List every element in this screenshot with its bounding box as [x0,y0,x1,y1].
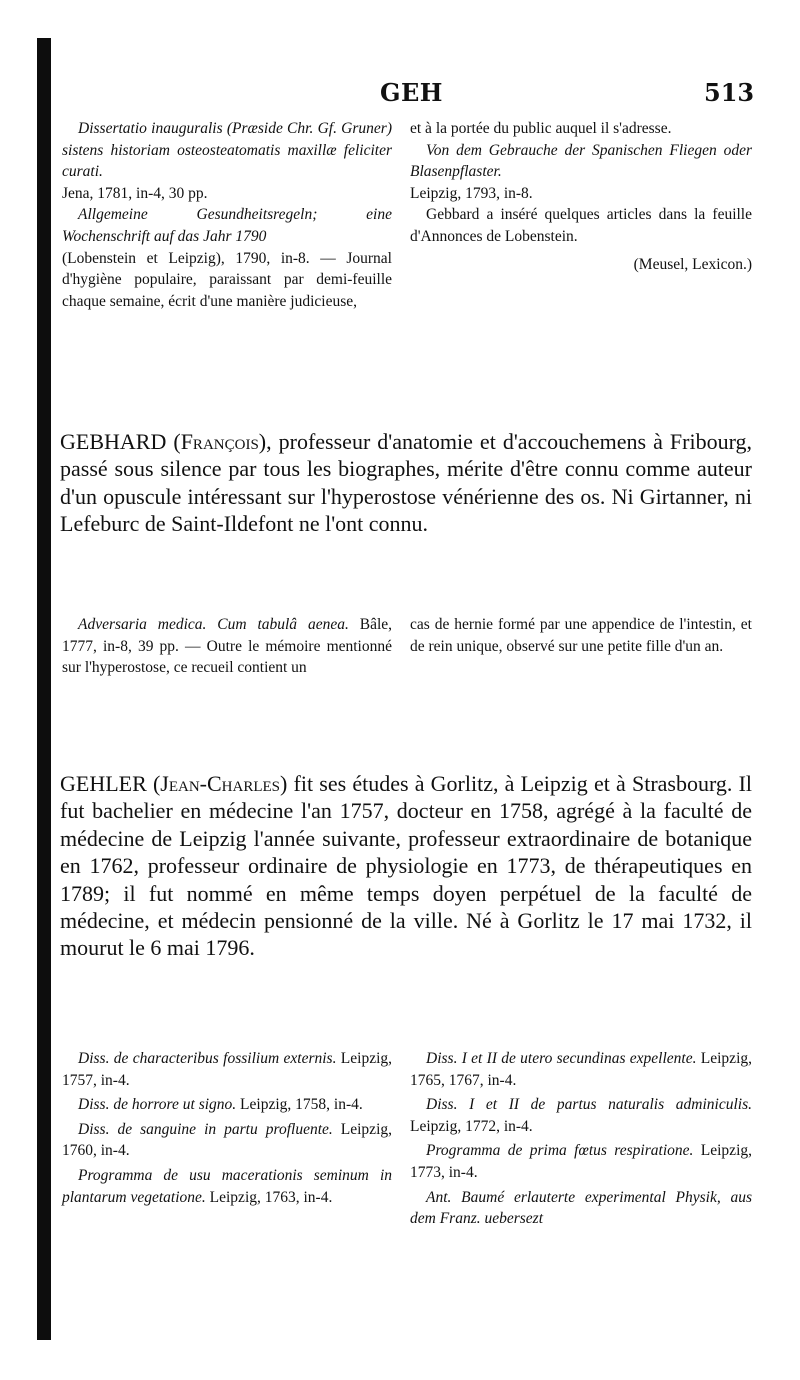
running-head: GEH [380,78,443,107]
bottom-right-column [410,1048,752,1233]
entry-body: fit ses études à Gorlitz, à Leipzig et à Strasbourg. Il fut bachelier en médecine l'an 1757, docteur en 1758, agrégé à la faculté de médecine de Leipzig l'année suivante, professeur extraordinaire de botanique en 1762, professeur ordinaire de physiologie en 1773, de thérapeutiques en 1789; il fut nommé en même temps doyen perpétuel de la faculté de médecine, et médecin pensionné de la ville. Né à Gorlitz le 17 mai 1732, il mourut le 6 mai 1796. [60,771,753,961]
text-continuation: et à la portée du public auquel il s'adresse. [410,120,672,137]
scan-binding-edge [37,38,51,1340]
bib-entry: Dissertatio inauguralis (Præside Chr. Gf. Gruner) sistens historiam osteosteatomatis maxillæ feliciter curati. [62,120,392,181]
text-continuation: cas de hernie formé par une appendice de l'intestin, et de rein unique, observé sur une petite fille d'un an. [410,616,752,655]
entry-given-name: (Jean-Charles) [152,771,288,796]
bib-entry: Ant. Baumé erlauterte experimental Physik, aus dem Franz. uebersezt [410,1188,752,1228]
note-paragraph: Gebbard a inséré quelques articles dans la feuille d'Annonces de Lobenstein. [410,206,752,245]
bib-title: Adversaria medica. Cum tabulâ aenea. [78,616,349,633]
adversaria-right [410,614,752,657]
page-number: 513 [704,78,755,107]
bib-entry: Diss. I et II de partus naturalis adminiculis. Leipzig, 1772, in-4. [410,1096,752,1135]
bib-entry: Diss. de characteribus fossilium externis. Leipzig, 1757, in-4. [62,1050,393,1089]
bib-entry-imprint: Jena, 1781, in-4, 30 pp. [62,184,208,202]
entry-name: GEHLER [60,771,147,796]
bib-entry-imprint: (Lobenstein et Leipzig), 1790, in-8. — Journal d'hygiène populaire, paraissant par demi-feuille chaque semaine, écrit d'une manière judicieuse, [62,249,392,310]
entry-gebhard [60,428,752,538]
bib-entry-imprint: Leipzig, 1793, in-8. [410,184,533,202]
bib-entry: Von dem Gebrauche der Spanischen Fliegen oder Blasenpflaster. [410,141,752,181]
source-citation: (Meusel, Lexicon.) [633,255,752,273]
entry-name: GEBHARD [60,429,167,454]
bib-entry: Diss. I et II de utero secundinas expellente. Leipzig, 1765, 1767, in-4. [410,1050,752,1089]
bottom-left-column [62,1048,392,1211]
bib-entry: Programma de usu macerationis seminum in plantarum vegetatione. Leipzig, 1763, in-4. [62,1166,392,1206]
bib-imprint: Bâle, 1777, in-8, 39 pp. — Outre le mémoire mentionné sur l'hyperostose, ce recueil contient un [62,616,393,677]
bib-entry: Programma de prima fœtus respiratione. Leipzig, 1773, in-4. [410,1142,752,1181]
bib-entry: Allgemeine Gesundheitsregeln; eine Wochenschrift auf das Jahr 1790 [62,206,392,245]
entry-gehler [60,770,752,962]
bib-entry: Diss. de horrore ut signo. Leipzig, 1758, in-4. [78,1096,363,1114]
entry-body: professeur d'anatomie et d'accouchemens à Fribourg, passé sous silence par tous les biographes, mérite d'être connu comme auteur d'un opuscule intéressant sur l'hyperostose vénérienne des os. Ni Girtanner, ni Lefeburc de Saint-Ildefont ne l'ont connu. [60,429,752,537]
adversaria-left [62,614,392,679]
entry-given-name: (François), [173,429,272,454]
top-right-column [410,118,752,275]
top-left-column [62,118,392,312]
bib-entry: Diss. de sanguine in partu profluente. Leipzig, 1760, in-4. [62,1120,392,1160]
